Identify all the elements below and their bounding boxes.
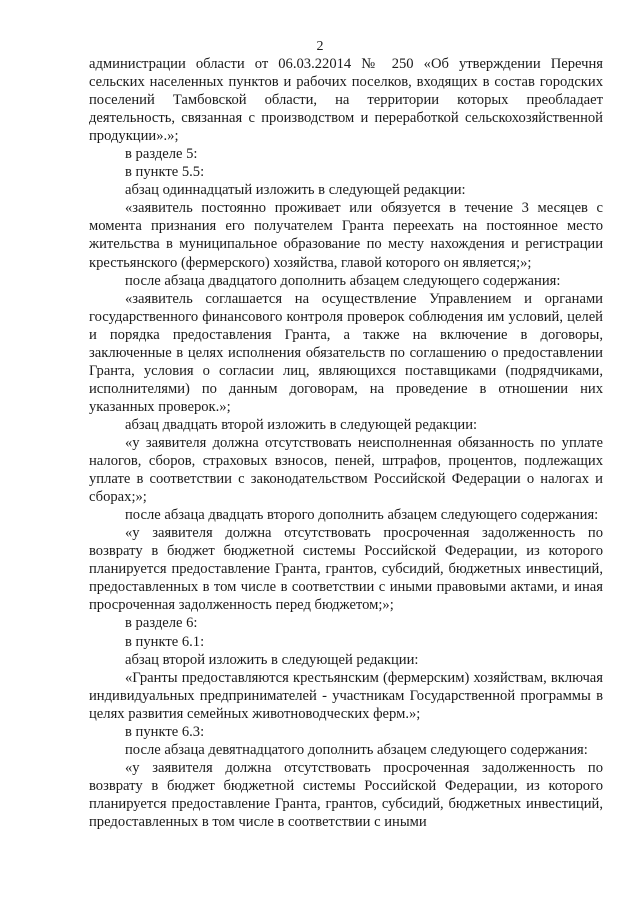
paragraph-continuation: администрации области от 06.03.22014 № 250 «Об утверждении Перечня сельских населенных пунктов и рабочих поселков, входящих в состав городских поселений Тамбовской области, на территории которых преобладает деятельность, связанная с производством и переработкой сельскохозяйственной продукции».»; [89,56,603,145]
paragraph-quote: «Гранты предоставляются крестьянским (фермерским) хозяйствам, включая индивидуальных предпринимателей - участникам Государственной программы в целях развития семейных животноводческих ферм.»; [89,669,603,722]
paragraph-instruction: после абзаца двадцатого дополнить абзацем следующего содержания: [125,272,561,289]
paragraph-section-6: в разделе 6: [125,615,198,632]
paragraph-instruction: после абзаца двадцать второго дополнить абзацем следующего содержания: [125,507,599,524]
page-number: 2 [316,39,324,54]
paragraph-point-6-1: в пункте 6.1: [125,633,205,650]
paragraph-quote: «заявитель постоянно проживает или обязуется в течение 3 месяцев с момента признания его получателем Гранта переехать на постоянное место жительства в муниципальное образование по месту нахождения и регистрации крестьянского (фермерского) хозяйства, главой которого он является;»; [89,200,603,271]
paragraph-point-5-5: в пункте 5.5: [125,164,205,181]
paragraph-instruction: после абзаца девятнадцатого дополнить абзацем следующего содержания: [125,741,588,758]
paragraph-point-6-3: в пункте 6.3: [125,723,205,740]
paragraph-section-5: в разделе 5: [125,146,198,163]
paragraph-quote: «у заявителя должна отсутствовать просроченная задолженность по возврату в бюджет бюджетной системы Российской Федерации, из которого планируется предоставление Гранта, грантов, субсидий, бюджетных инвестиций, предоставленных в том числе в соответствии с иными правовыми актами, и иная просроченная задолженность перед бюджетом;»; [89,525,603,614]
paragraph-quote: «заявитель соглашается на осуществление Управлением и органами государственного финансового контроля проверок соблюдения им условий, целей и порядка предоставления Гранта, а также на включение в договоры, заключенные в целях исполнения обязательств по соглашению о предоставлении Гранта, условия о согласии лиц, являющихся поставщиками (подрядчиками, исполнителями) по данным договорам, на проведение в отношении них указанных проверок.»; [89,290,603,415]
paragraph-instruction: абзац второй изложить в следующей редакции: [125,651,419,668]
paragraph-quote: «у заявителя должна отсутствовать просроченная задолженность по возврату в бюджет бюджетной системы Российской Федерации, из которого планируется предоставление Гранта, грантов, субсидий, бюджетных инвестиций, предоставленных в том числе в соответствии с иными [89,759,603,830]
document-body [89,55,603,831]
paragraph-quote: «у заявителя должна отсутствовать неисполненная обязанность по уплате налогов, сборов, страховых взносов, пеней, штрафов, процентов, подлежащих уплате в соответствии с законодательством Российской Федерации о налогах и сборах;»; [89,434,603,506]
paragraph-instruction: абзац двадцать второй изложить в следующей редакции: [125,416,478,433]
paragraph-instruction: абзац одиннадцатый изложить в следующей редакции: [125,182,466,199]
